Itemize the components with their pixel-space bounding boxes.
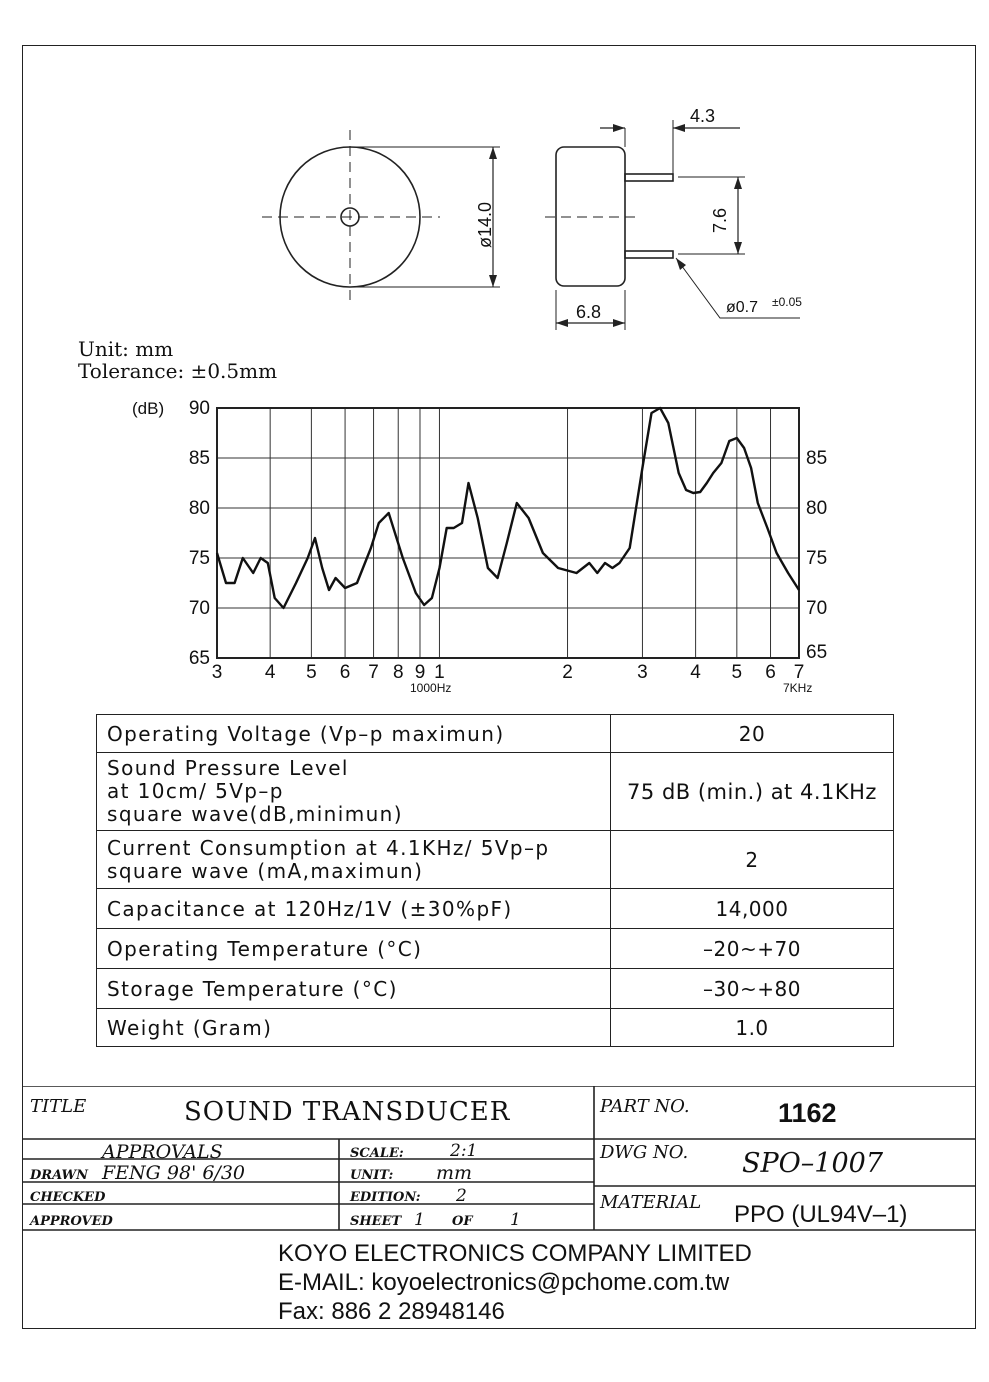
chart-grid — [217, 408, 799, 658]
x-unit-1000hz: 1000Hz — [410, 681, 452, 695]
pin-spacing-label: 7.6 — [710, 207, 730, 233]
spec-row — [97, 753, 894, 831]
chart-frame — [217, 408, 799, 658]
x-tick-label: 9 — [414, 662, 426, 683]
mechanical-drawing — [0, 0, 989, 340]
x-tick-label: 5 — [731, 662, 743, 683]
dwg-no-value: SPO–1007 — [742, 1148, 884, 1179]
approvals-label: APPROVALS — [102, 1141, 223, 1163]
spec-row — [97, 889, 894, 929]
spec-label — [97, 969, 611, 1009]
y-tick-label-left: 85 — [188, 448, 210, 469]
y-tick-label-left: 75 — [188, 548, 210, 569]
title-block — [22, 1086, 976, 1329]
spec-row — [97, 831, 894, 889]
scale-label: SCALE: — [350, 1146, 404, 1161]
spec-label-line: Capacitance at 120Hz/1V (±30%pF) — [107, 896, 513, 921]
approved-label: APPROVED — [30, 1214, 113, 1229]
part-no-label: PART NO. — [600, 1096, 690, 1117]
spec-label — [97, 753, 611, 831]
material-label: MATERIAL — [600, 1192, 702, 1213]
part-no-value: 1162 — [778, 1098, 837, 1128]
of-label: OF — [452, 1214, 473, 1229]
drawn-value: FENG 98' 6/30 — [102, 1162, 246, 1184]
body-height-label: 6.8 — [576, 302, 602, 322]
spec-label-line: square wave(dB,minimun) — [107, 802, 403, 826]
spec-row — [97, 715, 894, 753]
x-tick-label: 6 — [765, 662, 776, 683]
spec-label — [97, 831, 611, 889]
title-label: TITLE — [30, 1096, 87, 1117]
edition-value: 2 — [456, 1186, 467, 1206]
spec-value: –20~+70 — [611, 929, 894, 969]
spec-value: 20 — [611, 715, 894, 753]
company-fax: Fax: 886 2 28948146 — [278, 1298, 505, 1325]
x-tick-label: 7 — [793, 662, 805, 683]
sheet-label: SHEET — [350, 1214, 402, 1229]
x-tick-label: 7 — [368, 662, 379, 683]
sheet-value: 1 — [414, 1210, 425, 1230]
drawn-label: DRAWN — [30, 1168, 88, 1183]
company-name: KOYO ELECTRONICS COMPANY LIMITED — [278, 1240, 752, 1267]
material-value: PPO (UL94V–1) — [734, 1201, 908, 1228]
x-tick-label: 6 — [339, 662, 351, 683]
dwg-no-label: DWG NO. — [600, 1142, 689, 1163]
spec-value: 75 dB (min.) at 4.1KHz — [611, 753, 894, 831]
spec-value: 1.0 — [611, 1009, 894, 1047]
spec-label — [97, 715, 611, 753]
y-tick-label-left: 90 — [188, 398, 210, 419]
x-unit-7khz: 7KHz — [783, 681, 813, 695]
pin-upper — [625, 174, 673, 181]
y-tick-label-right: 75 — [806, 548, 828, 569]
y-tick-label-left: 70 — [188, 598, 210, 619]
x-tick-label: 3 — [211, 662, 223, 683]
y-axis-title: (dB) — [132, 399, 165, 418]
y-tick-label-right: 65 — [806, 642, 828, 663]
y-tick-label-right: 85 — [806, 448, 828, 469]
pin-diameter-tolerance: ±0.05 — [772, 295, 802, 309]
spec-label-line: Weight (Gram) — [107, 1015, 273, 1040]
unit-value: mm — [436, 1162, 473, 1184]
x-tick-label: 5 — [306, 662, 317, 683]
x-tick-label: 8 — [392, 662, 404, 683]
spec-label-line: Operating Temperature (°C) — [107, 936, 423, 961]
scale-value: 2:1 — [450, 1141, 478, 1161]
title-value: SOUND TRANSDUCER — [184, 1097, 511, 1127]
spec-label — [97, 929, 611, 969]
spec-label-line: Sound Pressure Level — [107, 756, 349, 780]
edition-label: EDITION: — [350, 1190, 421, 1205]
x-tick-label: 2 — [562, 662, 573, 683]
checked-label: CHECKED — [30, 1190, 106, 1205]
y-tick-label-left: 80 — [188, 498, 210, 519]
spec-value: 14,000 — [611, 889, 894, 929]
pin-offset-label: 4.3 — [690, 106, 716, 126]
spec-label-line: square wave (mA,maximun) — [107, 858, 424, 883]
x-tick-label: 4 — [690, 662, 701, 683]
x-tick-label: 4 — [264, 662, 276, 683]
x-tick-label: 3 — [637, 662, 648, 683]
spec-label-line: Storage Temperature (°C) — [107, 976, 398, 1001]
spec-label-line: Current Consumption at 4.1KHz/ 5Vp–p — [107, 835, 550, 860]
pin-diameter-label: ø0.7 — [726, 299, 759, 316]
unit-note: Unit: mm — [78, 337, 174, 361]
spec-row — [97, 1009, 894, 1047]
pin-lower — [625, 251, 673, 258]
spec-label — [97, 1009, 611, 1047]
x-tick-label: 1 — [434, 662, 445, 683]
tolerance-note: Tolerance: ±0.5mm — [78, 359, 278, 383]
spec-label-line: at 10cm/ 5Vp–p — [107, 779, 284, 803]
specifications-table — [96, 714, 894, 1047]
company-email: E-MAIL: koyoelectronics@pchome.com.tw — [278, 1269, 730, 1296]
spec-label-line: Operating Voltage (Vp–p maximun) — [107, 721, 505, 746]
spec-row — [97, 969, 894, 1009]
y-tick-label-right: 70 — [806, 598, 828, 619]
unit-label: UNIT: — [350, 1168, 394, 1183]
diameter-label: ø14.0 — [475, 201, 495, 248]
y-tick-label-right: 80 — [806, 498, 828, 519]
frequency-response-chart — [0, 390, 989, 700]
y-tick-label-left: 65 — [188, 648, 210, 669]
spec-row — [97, 929, 894, 969]
spec-value: –30~+80 — [611, 969, 894, 1009]
of-value: 1 — [510, 1210, 521, 1230]
spec-label — [97, 889, 611, 929]
spec-value: 2 — [611, 831, 894, 889]
